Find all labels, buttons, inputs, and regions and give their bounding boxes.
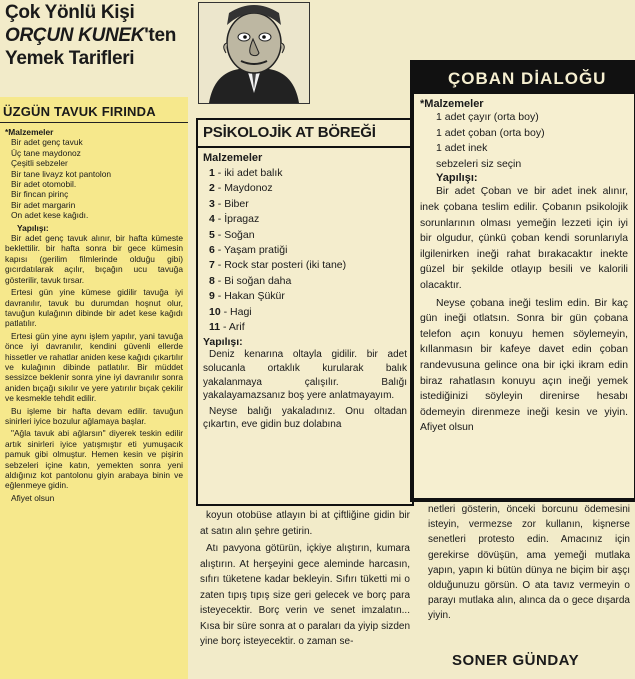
title-line-2 [5, 25, 176, 47]
ingredient-item: sebzeleri siz seçin [436, 157, 522, 170]
paragraph: Ertesi gün yine aynı işlem yapılır, yani tavuğa önce iyi davranılır, kendini güvenli ellerde hissetler ve rahatlar aniden kese kağıdı çıkartılır ve kulağının dibinde patlatılır. Bir müddet sessizce beklenir sonra yine iyi davranılır sonra aniden bıçağı sıkılır ve yere yatırılır bıçak çekilir ve kesmekle tehdit edilir. [5, 330, 183, 404]
paragraph: Deniz kenarına oltayla gidilir. bir adet solucanla ortaklık kurularak balık yakalanmaya çalışılır. Balığı yakalayamazsanız boş yere anlatmayayım. [203, 349, 407, 402]
caricature-illustration [198, 2, 310, 104]
paragraph: Bir adet genç tavuk alınır, bir hafta kümeste beklettilir. bir hafta sonra bir gece kümesin kapısı (gerilim filmlerinde olduğu gibi) gıcırdatılarak açılır, bıçağın ucu tavuğa gösterilir, tavuk tırsar. [5, 233, 183, 285]
author-signature: SONER GÜNDAY [452, 652, 580, 669]
recipe-title: PSİKOLOJİK AT BÖREĞİ [203, 124, 376, 141]
ingredient-item: 4 - İpragaz [209, 213, 260, 226]
steps-label: Yapılışı: [436, 172, 478, 185]
ingredient-item: 5 - Soğan [209, 228, 255, 241]
ingredient-item: Üç tane maydonoz [11, 147, 81, 158]
paragraph: koyun otobüse atlayın bi at çiftliğine gidin bir at satın alın şehre getirin. [200, 510, 410, 537]
ingredient-item: On adet kese kağıdı. [11, 210, 89, 221]
ingredient-item: Bir fincan pirinç [11, 189, 69, 200]
ingredient-item: 1 adet çayır (orta boy) [436, 111, 539, 123]
ingredient-item: 1 adet çoban (orta boy) [436, 126, 545, 139]
recipe-coban-dialogu [410, 60, 635, 502]
ingredients-label: *Malzemeler [420, 98, 484, 110]
recipe-title-bar [198, 120, 412, 148]
ingredient-item: 9 - Hakan Şükür [209, 290, 285, 303]
ingredient-item: 10 - Hagi [209, 305, 252, 318]
ingredient-item: 1 - iki adet balık [209, 167, 283, 179]
recipe-ozgun-tavuk [0, 97, 188, 679]
ingredients-list [420, 110, 628, 172]
ingredient-item: Çeşitli sebzeler [11, 158, 68, 169]
ingredients-label: Malzemeler [203, 152, 263, 164]
ingredient-item: 7 - Rock star posteri (iki tane) [209, 259, 347, 272]
steps-label: Yapılışı: [17, 222, 49, 233]
ingredient-item: Bir adet margarin [11, 199, 76, 210]
paragraph: Bu işleme bir hafta devam edilir. tavuğun sinirleri iyice bozulur ağlamaya başlar. [5, 405, 183, 426]
recipe-body [5, 127, 183, 675]
ingredient-item: 1 adet inek [436, 142, 488, 155]
paragraph: "Ağla tavuk abi ağlarsın" diyerek teskin edilir artık sinirleri iyice yatışmıştır eti yumuşacık pamuk gibi olmuştur. Hemen kesin ve pişirin sebzeleri içine katın, yemekten sonra yeni aldığınız kot pantolonu giyin arabaya binin ve eğlenmeye gidin. [5, 428, 183, 491]
title-line-3: Yemek Tarifleri [5, 48, 135, 69]
recipe-title-bar [414, 64, 634, 94]
paragraph: Neyse çobana ineği teslim edin. Bir kaç gün ineği otlatsın. Sonra bir gün çobana telefon açın konuyu hemen söylemeyin, kıllanmasın bir kafeye davet edin çoban randevusuna gelince ona bir içki ikram edin biraz rahatlasın konuyu açın ineği yemek istediğinizi söyleyin direnirse hesabı ödemeyin direnmeze ineği kesin ve yiyin. Afiyet olsun [420, 297, 628, 434]
ingredient-item: 2 - Maydonoz [209, 182, 273, 195]
recipe-title: ÇOBAN DİALOĞU [448, 69, 607, 88]
recipe-title: ÜZGÜN TAVUK FIRINDA [3, 104, 156, 119]
title-suffix: 'ten [144, 25, 177, 46]
face-drawing [199, 3, 309, 103]
ingredient-item: Bir adet genç tavuk [11, 137, 83, 148]
title-divider [0, 122, 188, 123]
paragraph: Neyse balığı yakaladınız. Onu oltadan çıkartın, eve gidin buz dolabına [203, 405, 407, 431]
title-line-1: Çok Yönlü Kişi [5, 2, 135, 23]
ingredient-item: Bir tane livayz kot pantolon [11, 168, 112, 179]
ingredient-item: 11 - Arif [209, 321, 245, 334]
ingredients-label: *Malzemeler [5, 127, 54, 137]
recipe-body [420, 98, 628, 494]
ingredient-item: Bir adet otomobil. [11, 179, 77, 190]
recipe-psikolojik-at-boregi [196, 118, 414, 506]
recipe2-continued-right [428, 502, 630, 650]
header-block [0, 0, 188, 110]
paragraph: Bir adet Çoban ve bir adet inek alınır, inek çobana teslim edilir. Çobanın psikolojik sorunlarının olması yemeğin lezzeti için iyi bir olgudur, çünkü çoban kendi sorunlarıyla ilgilenirken ineği rahat bırakacaktır inekte güzel bir şekilde otlayıp besili ve kalorili olacaktır. [420, 186, 628, 291]
ingredient-item: 8 - Bi soğan daha [209, 274, 292, 287]
ingredient-item: 6 - Yaşam pratiği [209, 244, 288, 257]
steps-label: Yapılışı: [203, 336, 243, 349]
paragraph: netleri gösterin, önceki borcunu ödemesini isteyin, vermezse zor kullanın, kişnerse senetleri protesto edin. Amacınız için gerekirse dövüşün, ama yemeği mutlaka yapın, yapın ki bütün dünya ne biçim bir aşçı olduğunuzu görsün. O ata tavız vermeyin o parayı mutlaka alın, alınca da o gece dışarda yiyin. [428, 504, 630, 622]
ingredient-item: 3 - Biber [209, 197, 249, 210]
recipe-body [203, 152, 407, 502]
ingredients-list [203, 166, 407, 335]
ingredients-list [5, 137, 183, 220]
recipe2-continued [200, 508, 410, 678]
paragraph: Afiyet olsun [11, 492, 55, 503]
paragraph: Atı pavyona götürün, içkiye alıştırın, kumara alıştırın. At herşeyini gece aleminde harcasın, sıfırı tüketene kadar bekleyin. Sıfırı tüketti mi o zaten tıpış tıpış size geri gelecek ve borç para isteyecektir. Borç verin ve senet imzalatın... Kısa bir süre sonra at o paraları da yiyip sizden yine borç isteyecektir. o zaman se- [200, 543, 410, 647]
paragraph: Ertesi gün yine kümese gidilir tavuğa iyi davranılır, tavuk bu durumdan hoşnut olur, tavuğun kulağının dibinde bir adet kese kağıdı patlatılır. [5, 287, 183, 329]
author-name: ORÇUN KUNEK [5, 25, 145, 46]
